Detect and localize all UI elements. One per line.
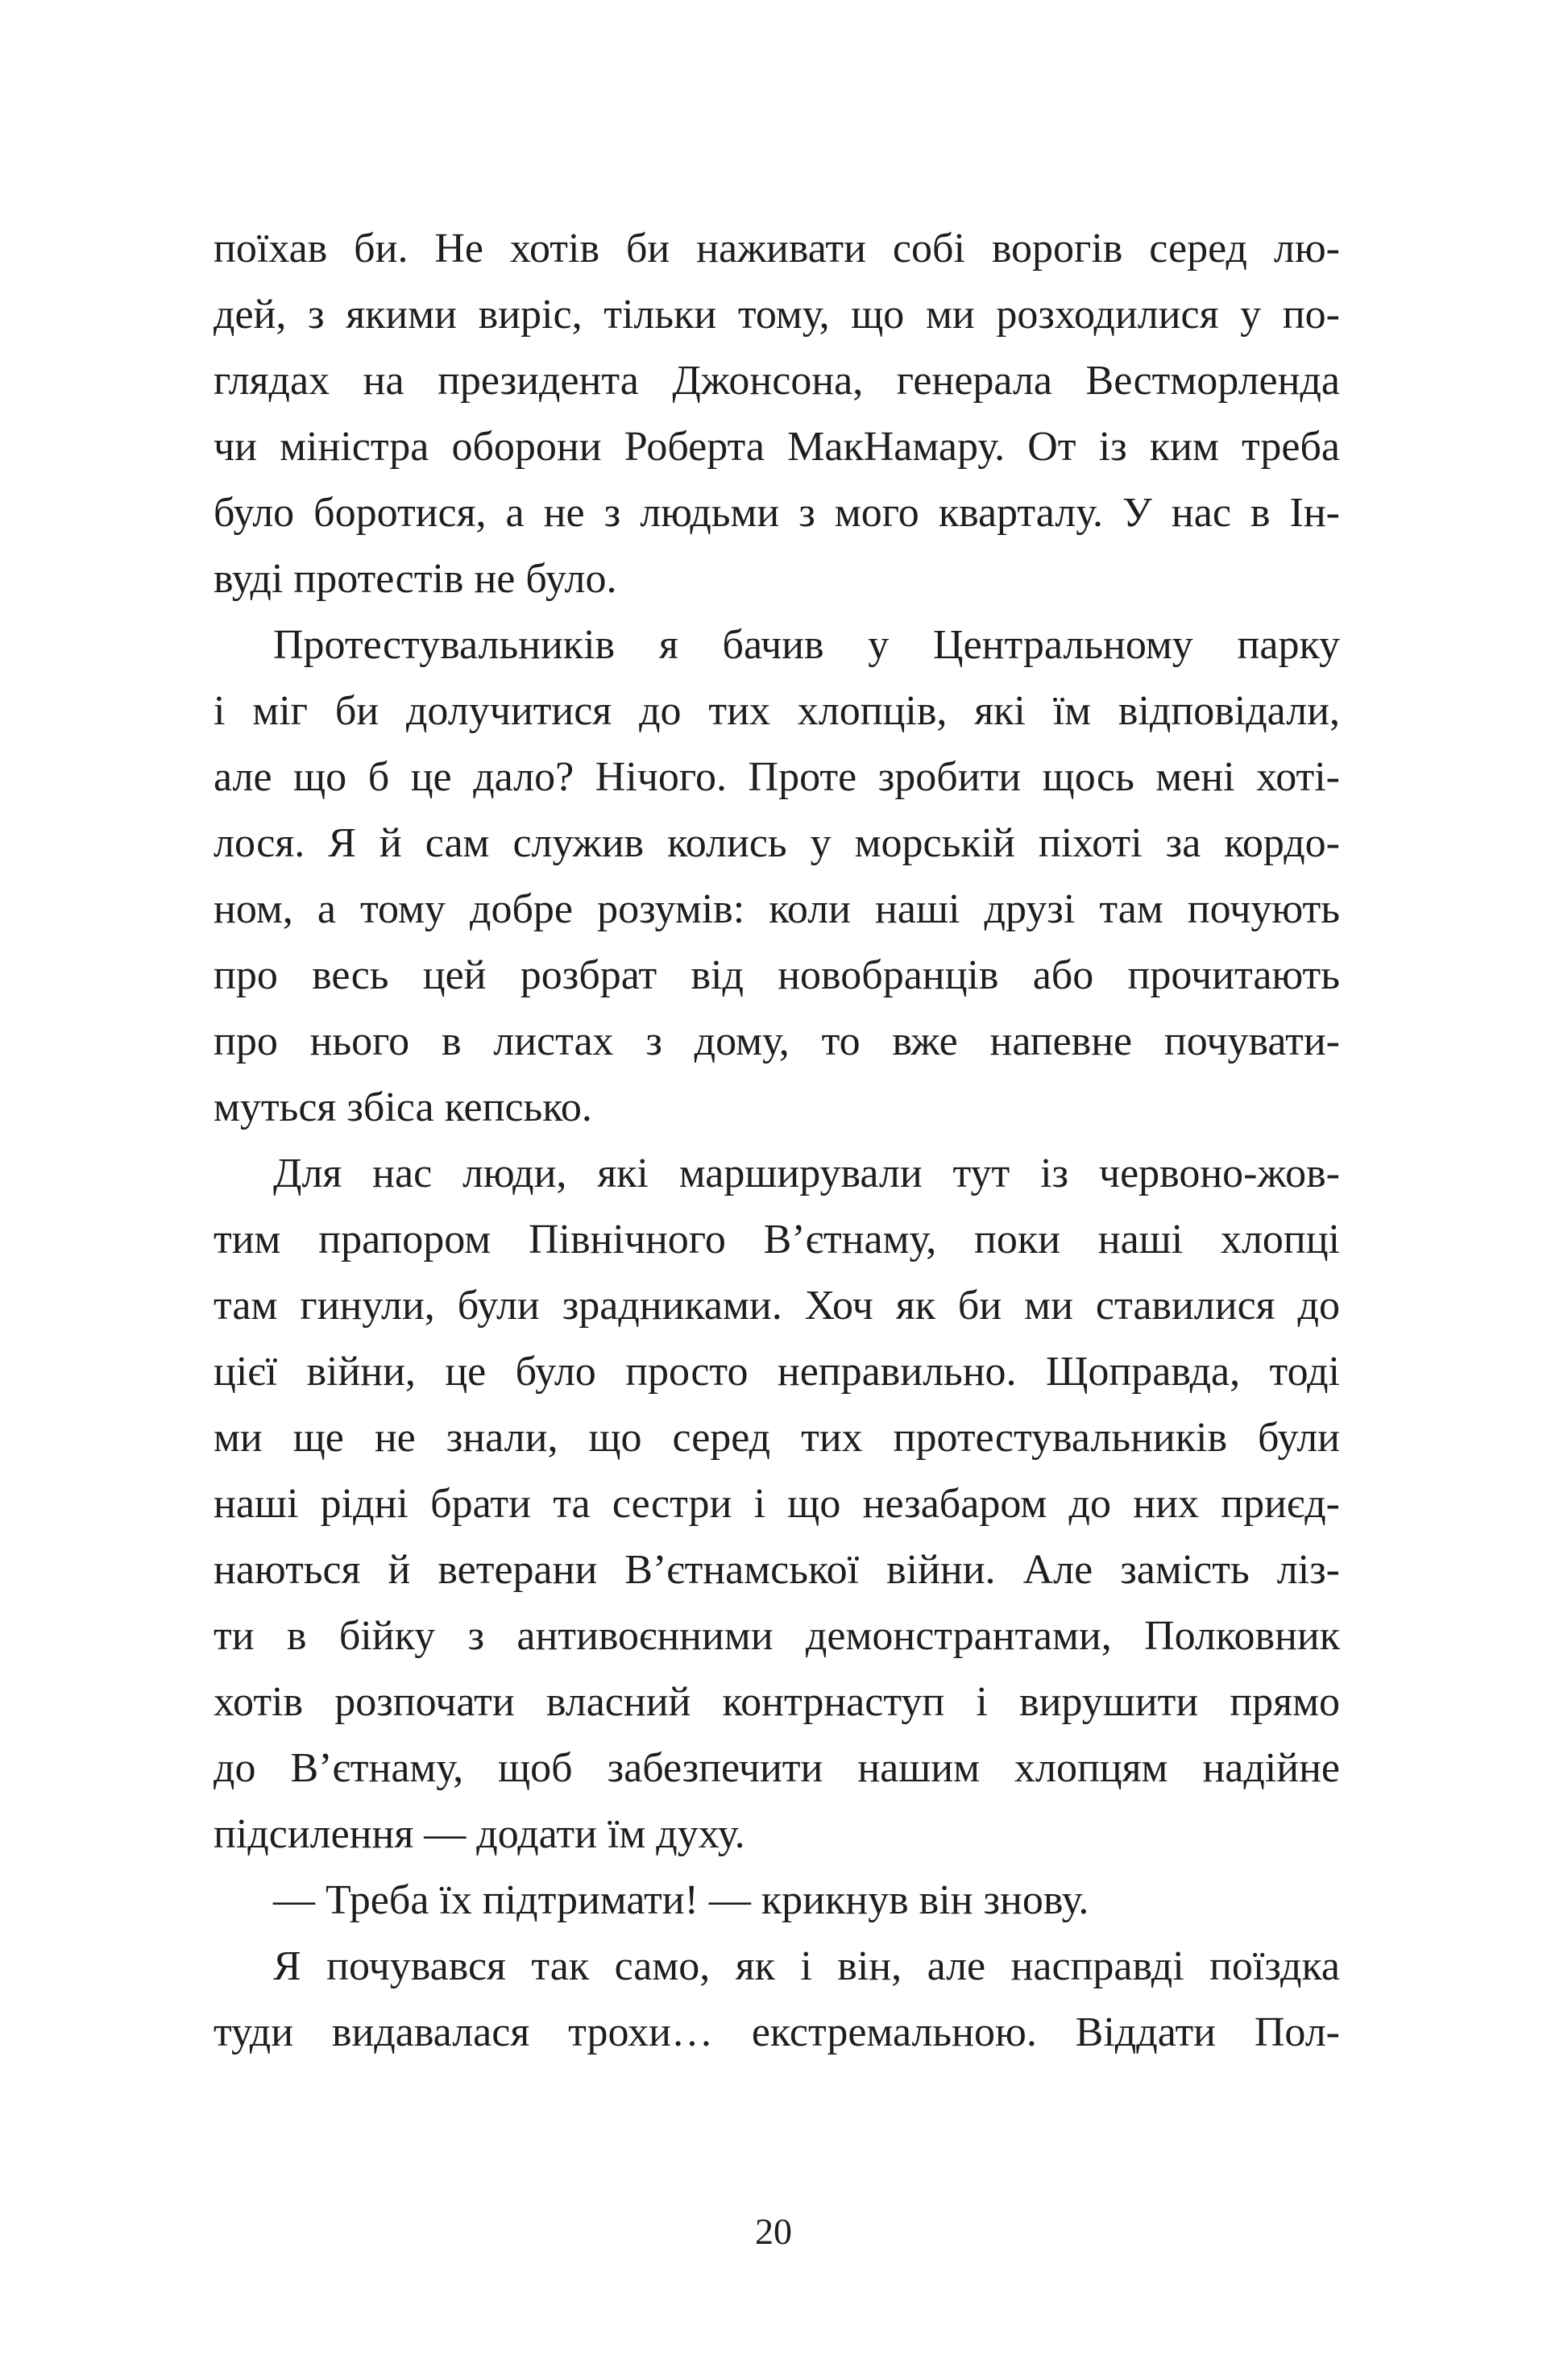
text-line: підсилення — додати їм духу. <box>214 1811 745 1857</box>
paragraph <box>214 1141 1340 1868</box>
text-line: Протестувальників я бачив у Центральному парку <box>273 622 1340 668</box>
text-line: там гинули, були зрадниками. Хоч як би ми ставилися до <box>214 1283 1340 1329</box>
text-line: глядах на президента Джонсона, генерала Вестморленда <box>214 358 1340 404</box>
paragraph <box>214 1934 1340 2066</box>
text-line: ном, а тому добре розумів: коли наші друзі там почують <box>214 886 1340 932</box>
text-line: хотів розпочати власний контрнаступ і вирушити прямо <box>214 1679 1340 1725</box>
text-line: наші рідні брати та сестри і що незабаром до них приєд- <box>214 1481 1340 1527</box>
text-line: про весь цей розбрат від новобранців або прочитають <box>214 952 1340 998</box>
text-line: але що б це дало? Нічого. Проте зробити щось мені хоті- <box>214 754 1340 800</box>
text-line: тим прапором Північного В’єтнаму, поки наші хлопці <box>214 1217 1340 1263</box>
text-line: чи міністра оборони Роберта МакНамару. От із ким треба <box>214 424 1340 470</box>
text-line: туди видавалася трохи… екстремальною. Віддати Пол- <box>214 2009 1340 2055</box>
text-line: було боротися, а не з людьми з мого кварталу. У нас в Ін- <box>214 490 1340 536</box>
text-line: лося. Я й сам служив колись у морській піхоті за кордо- <box>214 820 1340 866</box>
text-line: Я почувався так само, як і він, але насправді поїздка <box>273 1943 1340 1989</box>
text-line: вуді протестів не було. <box>214 556 617 602</box>
text-line: муться збіса кепсько. <box>214 1084 592 1130</box>
text-line: і міг би долучитися до тих хлопців, які їм відповідали, <box>214 688 1340 734</box>
text-line: про нього в листах з дому, то вже напевне почувати- <box>214 1018 1340 1064</box>
paragraph <box>214 216 1340 612</box>
text-line: до В’єтнаму, щоб забезпечити нашим хлопцям надійне <box>214 1745 1340 1791</box>
paragraph <box>214 612 1340 1141</box>
text-line: наються й ветерани В’єтнамської війни. Але замість ліз- <box>214 1547 1340 1593</box>
text-line: поїхав би. Не хотів би наживати собі ворогів серед лю- <box>214 226 1340 272</box>
text-line: ти в бійку з антивоєнними демонстрантами, Полковник <box>214 1613 1340 1659</box>
text-line: дей, з якими виріс, тільки тому, що ми розходилися у по- <box>214 292 1340 338</box>
text-line: ми ще не знали, що серед тих протестувальників були <box>214 1415 1340 1461</box>
text-line: цієї війни, це було просто неправильно. Щоправда, тоді <box>214 1349 1340 1395</box>
paragraph <box>214 1868 1340 1934</box>
text-line: — Треба їх підтримати! — крикнув він знову. <box>273 1877 1089 1923</box>
page-number: 20 <box>755 2211 792 2252</box>
body-text <box>214 216 1340 2066</box>
text-line: Для нас люди, які марширували тут із червоно-жов- <box>273 1151 1340 1196</box>
